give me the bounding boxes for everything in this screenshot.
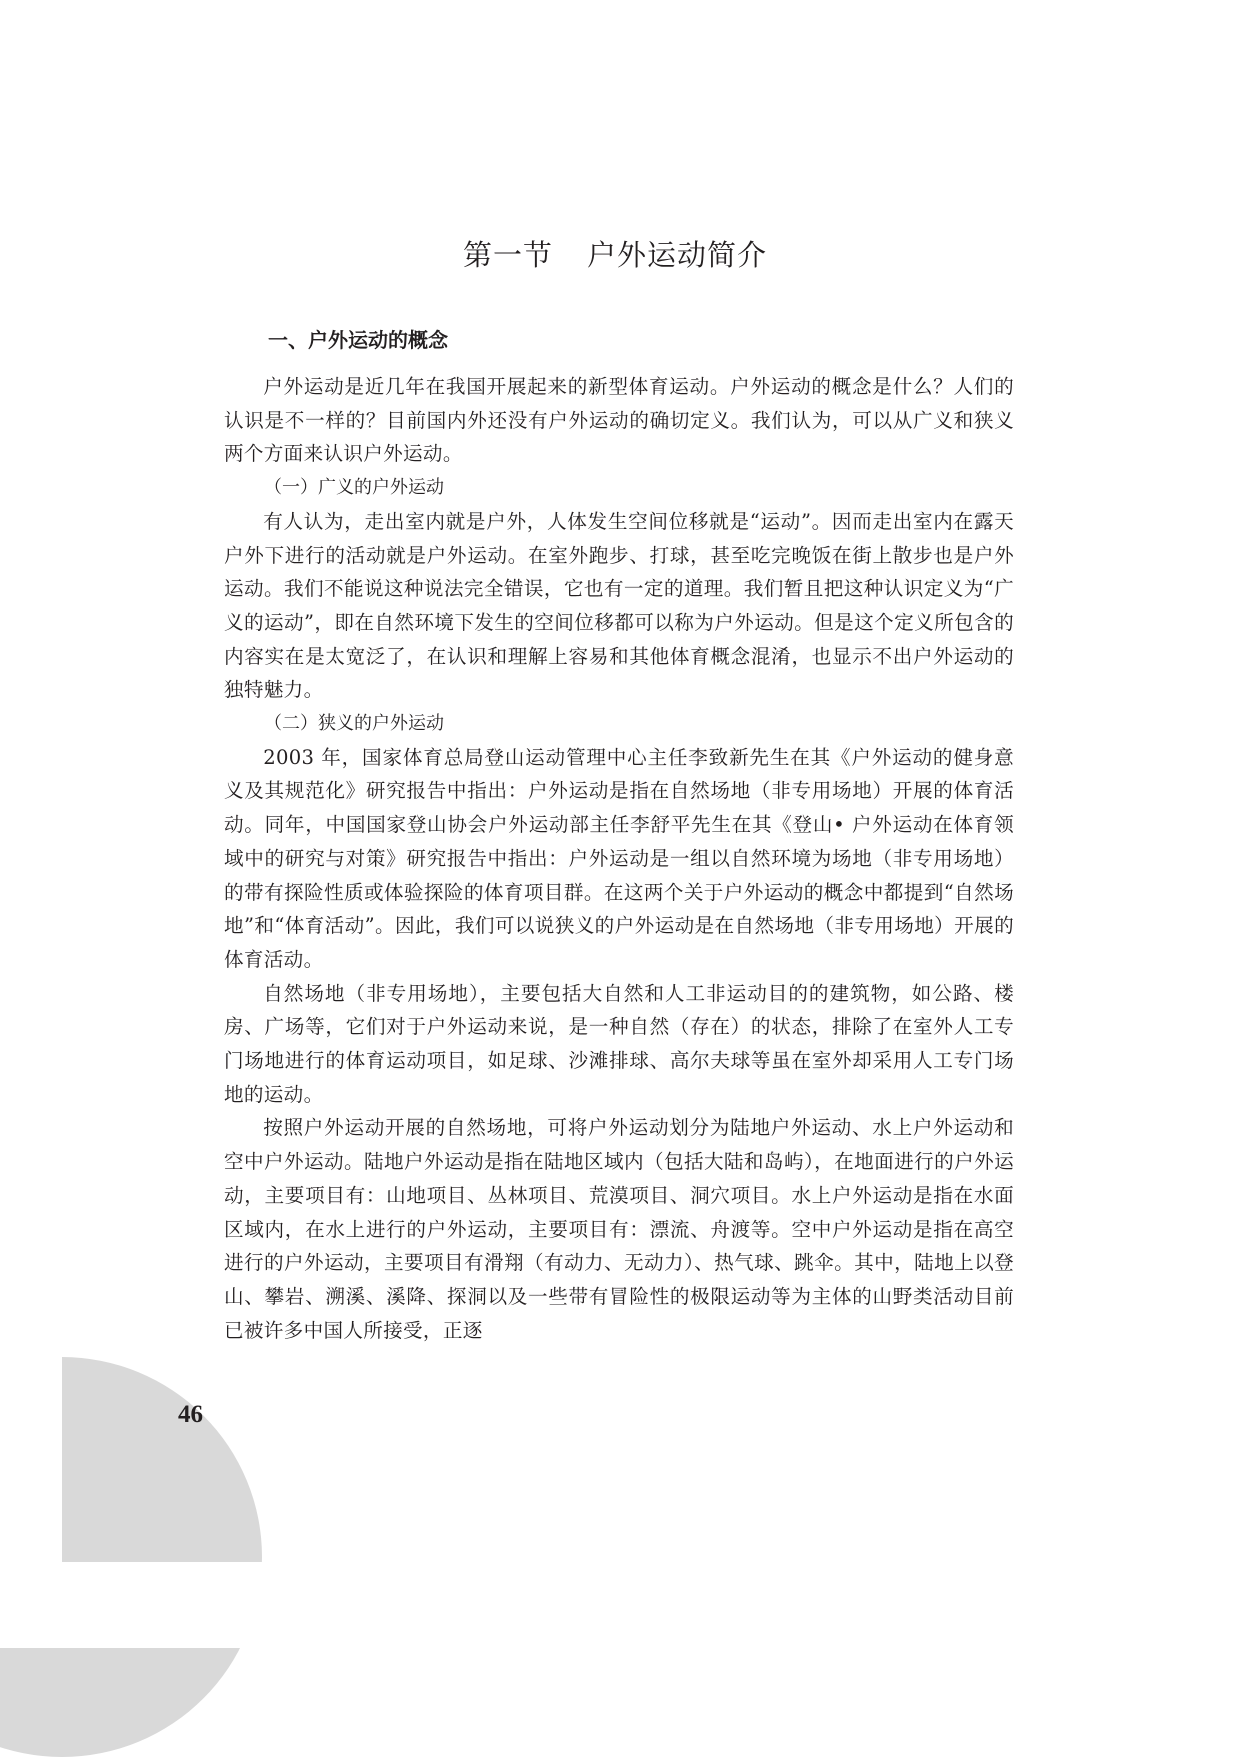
broad-definition-subheading: （一）广义的户外运动 [264,477,444,499]
section-title [463,233,767,274]
section-number: 第一节 [463,238,554,272]
page-number: 46 [178,1401,203,1428]
section-name: 户外运动简介 [587,238,768,272]
broad-definition-paragraph: 有人认为，走出室内就是户外，人体发生空间位移就是“运动”。因而走出室内在露天户外下进行的活动就是户外运动。在室外跑步、打球，甚至吃完晚饭在街上散步也是户外运动。我们不能说这种说法完全错误，它也有一定的道理。我们暂且把这种认识定义为“广义的运动”，即在自然环境下发生的空间位移都可以称为户外运动。但是这个定义所包含的内容实在是太宽泛了，在认识和理解上容易和其他体育概念混淆，也显示不出户外运动的独特魅力。 [224,509,1014,702]
page-left-margin [0,0,62,1648]
page-bottom-margin [0,1562,1244,1648]
intro-paragraph: 户外运动是近几年在我国开展起来的新型体育运动。户外运动的概念是什么？人们的认识是不一样的？目前国内外还没有户外运动的确切定义。我们认为，可以从广义和狭义两个方面来认识户外运动。 [224,375,1014,466]
concept-heading: 一、户外运动的概念 [268,328,448,352]
narrow-definition-paragraph-2: 自然场地（非专用场地），主要包括大自然和人工非运动目的的建筑物，如公路、楼房、广场等，它们对于户外运动来说，是一种自然（存在）的状态，排除了在室外人工专门场地进行的体育运动项目，如足球、沙滩排球、高尔夫球等虽在室外却采用人工专门场地的运动。 [224,981,1014,1106]
narrow-definition-paragraph-1: 2003 年，国家体育总局登山运动管理中心主任李致新先生在其《户外运动的健身意义及其规范化》研究报告中指出：户外运动是指在自然场地（非专用场地）开展的体育活动。同年，中国国家登山协会户外运动部主任李舒平先生在其《登山• 户外运动在体育领域中的研究与对策》研究报告中指出：户外运动是一组以自然环境为场地（非专用场地）的带有探险性质或体验探险的体育项目群。在这两个关于户外运动的概念中都提到“自然场地”和“体育活动”。因此，我们可以说狭义的户外运动是在自然场地（非专用场地）开展的体育活动。 [224,745,1014,971]
body-text [224,370,1014,1347]
narrow-definition-subheading: （二）狭义的户外运动 [264,713,444,735]
narrow-definition-paragraph-3: 按照户外运动开展的自然场地，可将户外运动划分为陆地户外运动、水上户外运动和空中户外运动。陆地户外运动是指在陆地区域内（包括大陆和岛屿），在地面进行的户外运动，主要项目有：山地项目、丛林项目、荒漠项目、洞穴项目。水上户外运动是指在水面区域内，在水上进行的户外运动，主要项目有：漂流、舟渡等。空中户外运动是指在高空进行的户外运动，主要项目有滑翔（有动力、无动力）、热气球、跳伞。其中，陆地上以登山、攀岩、溯溪、溪降、探洞以及一些带有冒险性的极限运动等为主体的山野类活动目前已被许多中国人所接受，正逐 [224,1116,1014,1342]
